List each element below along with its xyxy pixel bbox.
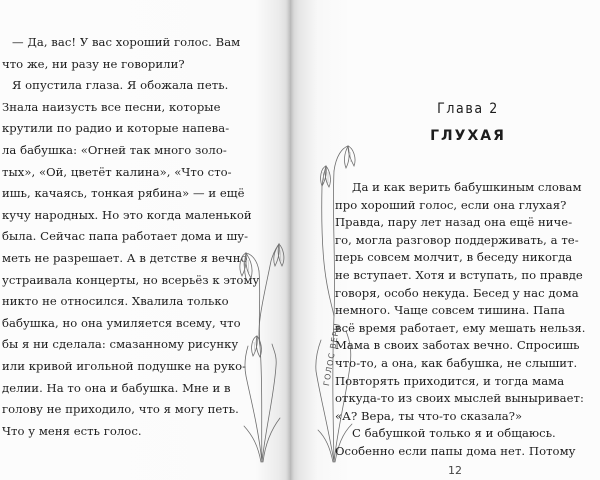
text-line: го, могла разговор поддерживать, а те- xyxy=(335,232,579,247)
text-line: откуда-то из своих мыслей выныривает: xyxy=(335,391,584,406)
text-line: «А? Вера, ты что-то сказала?» xyxy=(335,408,523,423)
text-line: что-то, а она, как бабушка, не слышит. xyxy=(335,356,578,370)
page-number: 12 xyxy=(448,463,462,477)
text-line: Я опустила глаза. Я обожала петь. xyxy=(12,78,229,93)
text-line: никто не относился. Хвалила только xyxy=(2,294,229,309)
text-line: Правда, пару лет назад она ещё ниче- xyxy=(335,215,573,230)
text-line: про хороший голос, если она глухая? xyxy=(335,197,567,212)
text-line: голову не приходило, что я могу петь. xyxy=(2,402,239,417)
text-line: бабушка, но она умиляется всему, что xyxy=(2,315,241,330)
text-line: Мама в своих заботах вечно. Спросишь xyxy=(335,338,580,353)
text-line: Особенно если папы дома нет. Потому xyxy=(335,444,576,458)
text-line: перь совсем молчит, в беседу никогда xyxy=(335,250,573,265)
text-line: была. Сейчас папа работает дома и шу- xyxy=(2,229,249,244)
text-line: всё время работает, ему мешать нельзя. xyxy=(335,320,586,335)
chapter-title: ГЛУХАЯ xyxy=(430,128,506,144)
text-line: Да и как верить бабушкиным словам xyxy=(352,180,582,194)
text-line: тых», «Ой, цветёт калина», «Что сто- xyxy=(2,164,232,179)
text-line: — Да, вас! У вас хороший голос. Вам xyxy=(12,35,241,49)
snowdrop-illustration-left xyxy=(236,226,288,464)
vertical-caption: ГОЛОС ВЕРЫ xyxy=(322,321,342,387)
text-line: говоря, особо некуда. Бесед у нас дома xyxy=(335,285,579,300)
text-line: ла бабушка: «Огней так много золо- xyxy=(2,143,227,157)
text-line: не вступает. Хотя и вступать, по правде xyxy=(335,268,583,282)
text-line: Знала наизусть все песни, которые xyxy=(2,99,221,114)
chapter-number: Глава 2 xyxy=(437,101,499,117)
text-line: делии. На то она и бабушка. Мне и в xyxy=(2,380,231,395)
text-line: кучу народных. Но это когда маленькой xyxy=(2,207,252,222)
text-line: крутили по радио и которые напева- xyxy=(2,121,230,136)
text-line: ишь, качаясь, тонкая рябина» — и ещё xyxy=(2,186,245,201)
text-line: бы я ни сделала: смазанному рисунку xyxy=(2,337,239,352)
text-line: устраивала концерты, но всерьёз к этому xyxy=(2,272,260,287)
text-line: немного. Чаще совсем тишина. Папа xyxy=(335,303,565,318)
text-line: или кривой игольной подушке на руко- xyxy=(2,359,247,373)
text-line: С бабушкой только я и общаюсь. xyxy=(352,426,556,441)
text-line: что же, ни разу не говорили? xyxy=(2,56,185,71)
text-line: меть не разрешает. А в детстве я вечно xyxy=(2,251,248,265)
text-line: Что у меня есть голос. xyxy=(2,423,142,438)
text-line: Повторять приходится, и тогда мама xyxy=(335,373,565,388)
